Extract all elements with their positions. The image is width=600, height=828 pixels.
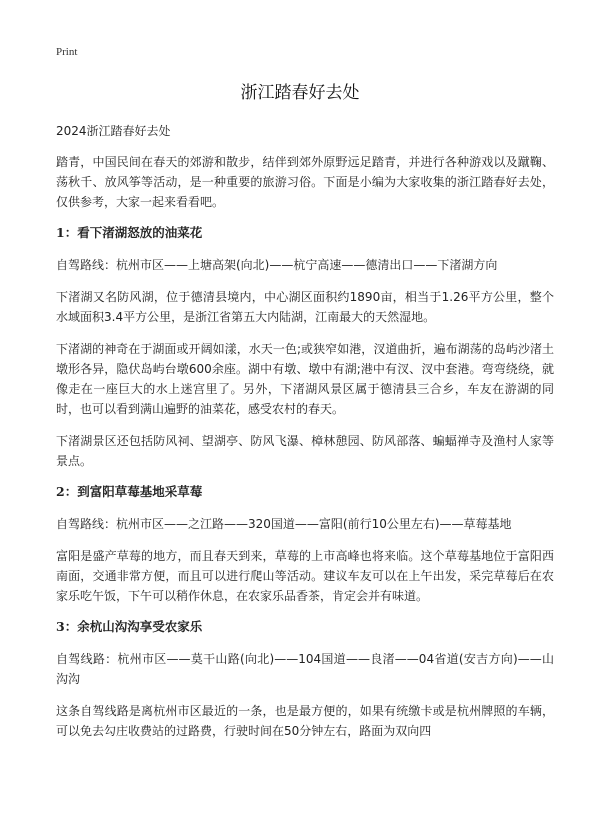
intro-paragraph: 踏青，中国民间在春天的郊游和散步，结伴到郊外原野远足踏青，并进行各种游戏以及蹴鞠、荡秋千、放风筝等活动，是一种重要的旅游习俗。下面是小编为大家收集的浙江踏春好去处，仅供参考，大家一起来看看吧。 <box>56 155 554 209</box>
page-title: 浙江踏春好去处 <box>240 83 360 103</box>
section-2-paragraph: 富阳是盛产草莓的地方，而且春天到来，草莓的上市高峰也将来临。这个草莓基地位于富阳西南面，交通非常方便，而且可以进行爬山等活动。建议车友可以在上午出发，采完草莓后在农家乐吃午饭，下午可以稍作休息，在农家乐品香茶，肯定会并有味道。 <box>56 549 554 603</box>
section-2-route: 自驾路线：杭州市区——之江路——320国道——富阳(前行10公里左右)——草莓基地 <box>56 517 512 531</box>
section-1-paragraph: 下渚湖景区还包括防风祠、望湖亭、防风飞瀑、樟林憩园、防风部落、蝙蝠禅寺及渔村人家等景点。 <box>56 434 554 468</box>
section-1-paragraph: 下渚湖的神奇在于湖面或开阔如漾，水天一色;或狭窄如港，汊道曲折，遍布湖荡的岛屿沙渚土墩形各异，隐伏岛屿台墩600余座。湖中有墩、墩中有湖;港中有汊、汊中套港。弯弯绕绕，就像走在一座巨大的水上迷宫里了。另外，下渚湖风景区属于德清县三合乡，车友在游湖的同时，也可以看到满山遍野的油菜花，感受农村的春天。 <box>56 342 554 416</box>
article-subtitle: 2024浙江踏春好去处 <box>56 124 171 138</box>
section-1-route: 自驾路线：杭州市区——上塘高架(向北)——杭宁高速——德清出口——下渚湖方向 <box>56 258 498 272</box>
section-3-paragraph: 这条自驾线路是离杭州市区最近的一条，也是最方便的，如果有统缴卡或是杭州牌照的车辆，可以免去勾庄收费站的过路费，行驶时间在50分钟左右，路面为双向四 <box>56 704 554 738</box>
section-1-heading: 1：看下渚湖怒放的油菜花 <box>56 225 203 240</box>
section-3-route: 自驾线路：杭州市区——莫干山路(向北)——104国道——良渚——04省道(安吉方向)——山沟沟 <box>56 652 554 686</box>
print-label: Print <box>56 46 78 58</box>
section-1-paragraph: 下渚湖又名防风湖，位于德清县境内，中心湖区面积约1890亩，相当于1.26平方公里，整个水域面积3.4平方公里，是浙江省第五大内陆湖，江南最大的天然湿地。 <box>56 290 554 324</box>
section-3-heading: 3：余杭山沟沟享受农家乐 <box>56 619 203 634</box>
section-2-heading: 2：到富阳草莓基地采草莓 <box>56 484 203 499</box>
article-body <box>56 122 554 753</box>
